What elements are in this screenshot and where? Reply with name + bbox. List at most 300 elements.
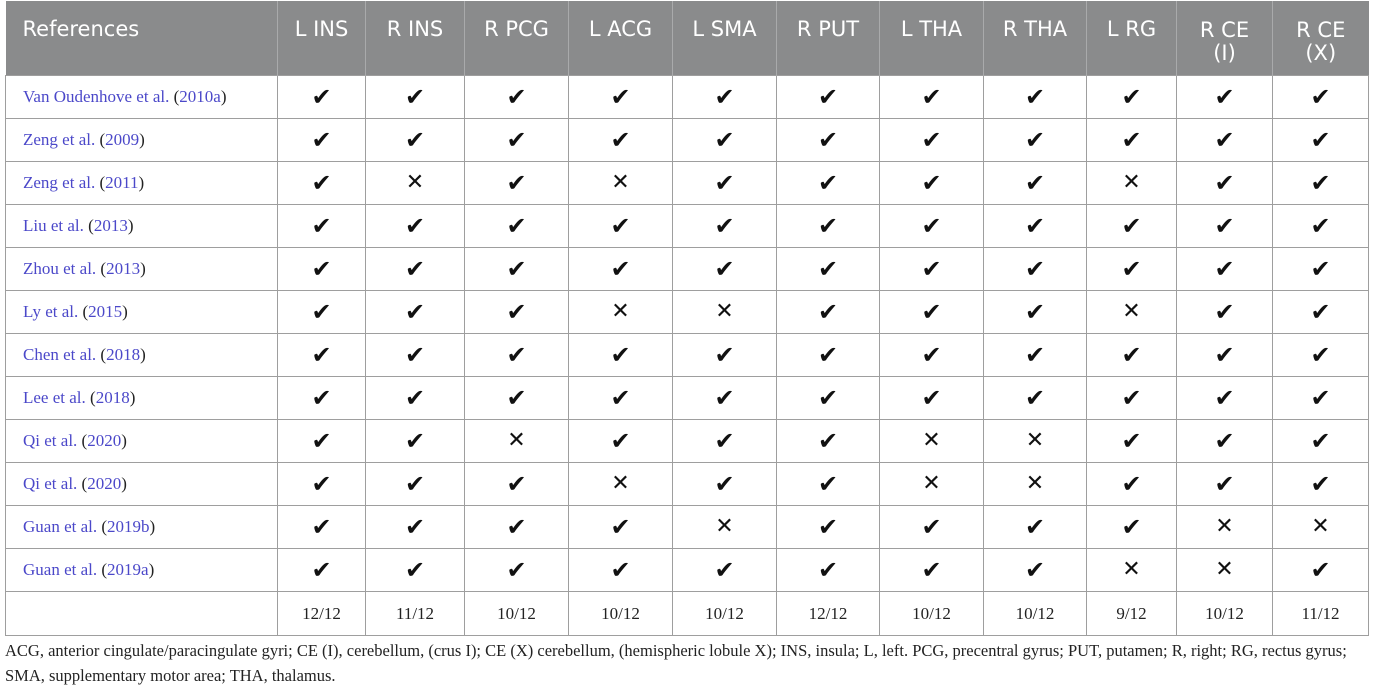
check-icon: ✔ [311,254,332,283]
mark-cell [1177,377,1273,420]
total-cell: 12/12 [777,592,880,636]
reference-cell: Liu et al. (2013) [6,205,278,248]
mark-cell [1087,162,1177,205]
reference-cell: Qi et al. (2020) [6,463,278,506]
column-header: R CE (X) [1273,1,1369,76]
check-icon: ✔ [1024,297,1046,326]
reference-year-link[interactable]: 2019a [107,560,149,579]
check-icon: ✔ [1121,340,1142,369]
check-icon: ✔ [506,125,527,154]
mark-cell [569,420,673,463]
column-header: R THA [984,1,1087,76]
check-icon: ✔ [311,82,332,111]
mark-cell [1273,463,1369,506]
mark-cell [673,420,777,463]
total-cell: 11/12 [366,592,465,636]
check-icon: ✔ [404,555,426,584]
check-icon: ✔ [921,211,942,240]
total-cell: 10/12 [569,592,673,636]
reference-author: Van Oudenhove et al. [23,87,170,106]
mark-cell [366,248,465,291]
mark-cell [465,506,569,549]
table-row [6,76,1369,119]
check-icon: ✔ [404,125,426,154]
check-icon: ✔ [506,469,527,498]
table-body [6,76,1369,636]
column-header: R PUT [777,1,880,76]
check-icon: ✔ [1310,469,1331,498]
mark-cell [1273,119,1369,162]
reference-cell: Chen et al. (2018) [6,334,278,377]
check-icon: ✔ [610,555,631,584]
mark-cell [569,549,673,592]
mark-cell [777,76,880,119]
mark-cell [569,291,673,334]
mark-cell [777,549,880,592]
mark-cell [1177,420,1273,463]
table-row [6,463,1369,506]
cross-icon: ✕ [611,170,630,195]
mark-cell [1273,291,1369,334]
mark-cell [984,463,1087,506]
check-icon: ✔ [1214,125,1235,154]
mark-cell [1177,248,1273,291]
check-icon: ✔ [1214,297,1235,326]
check-icon: ✔ [921,254,942,283]
mark-cell [278,420,366,463]
mark-cell [1177,334,1273,377]
check-icon: ✔ [817,254,839,283]
mark-cell [673,162,777,205]
check-icon: ✔ [1121,512,1142,541]
mark-cell [278,334,366,377]
mark-cell [1087,334,1177,377]
check-icon: ✔ [921,340,942,369]
check-icon: ✔ [311,383,332,412]
mark-cell [1087,248,1177,291]
check-icon: ✔ [1310,426,1331,455]
mark-cell [1273,506,1369,549]
cross-icon: ✕ [715,299,734,324]
mark-cell [1177,506,1273,549]
mark-cell [465,420,569,463]
check-icon: ✔ [817,469,839,498]
mark-cell [777,420,880,463]
check-icon: ✔ [817,555,839,584]
reference-author: Guan et al. [23,560,98,579]
check-icon: ✔ [1310,254,1331,283]
mark-cell [880,248,984,291]
reference-cell: Zhou et al. (2013) [6,248,278,291]
mark-cell [984,334,1087,377]
mark-cell [1177,76,1273,119]
check-icon: ✔ [1024,211,1046,240]
mark-cell [777,291,880,334]
mark-cell [366,506,465,549]
cross-icon: ✕ [1025,428,1045,453]
mark-cell [465,334,569,377]
check-icon: ✔ [714,211,735,240]
mark-cell [984,76,1087,119]
mark-cell [880,162,984,205]
mark-cell [984,162,1087,205]
mark-cell [673,291,777,334]
mark-cell [777,205,880,248]
check-icon: ✔ [1024,125,1046,154]
total-cell: 10/12 [984,592,1087,636]
cross-icon: ✕ [1215,514,1234,539]
mark-cell [777,334,880,377]
mark-cell [1177,119,1273,162]
reference-author: Lee et al. [23,388,86,407]
mark-cell [777,463,880,506]
mark-cell [465,248,569,291]
check-icon: ✔ [1121,82,1142,111]
table-row [6,377,1369,420]
check-icon: ✔ [610,254,631,283]
total-cell: 9/12 [1087,592,1177,636]
mark-cell [984,549,1087,592]
check-icon: ✔ [506,168,527,197]
table-row [6,291,1369,334]
mark-cell [880,76,984,119]
mark-cell [984,248,1087,291]
check-icon: ✔ [817,125,839,154]
check-icon: ✔ [1024,383,1046,412]
mark-cell [366,291,465,334]
mark-cell [1087,420,1177,463]
cross-icon: ✕ [715,514,734,539]
mark-cell [673,119,777,162]
check-icon: ✔ [714,254,735,283]
reference-year-link[interactable]: 2015 [88,302,123,321]
reference-year-link[interactable]: 2020 [87,474,122,493]
check-icon: ✔ [1310,555,1331,584]
check-icon: ✔ [714,469,735,498]
check-icon: ✔ [714,555,735,584]
mark-cell [1087,506,1177,549]
cross-icon: ✕ [611,471,630,496]
check-icon: ✔ [610,512,631,541]
mark-cell [1273,162,1369,205]
mark-cell [1177,549,1273,592]
check-icon: ✔ [404,82,426,111]
check-icon: ✔ [1024,82,1046,111]
check-icon: ✔ [1214,82,1235,111]
mark-cell [880,377,984,420]
reference-cell: Ly et al. (2015) [6,291,278,334]
mark-cell [880,119,984,162]
check-icon: ✔ [817,340,839,369]
check-icon: ✔ [1310,340,1331,369]
check-icon: ✔ [817,211,839,240]
column-header: L ACG [569,1,673,76]
check-icon: ✔ [610,211,631,240]
totals-label-cell [6,592,278,636]
mark-cell [569,463,673,506]
column-header: L THA [880,1,984,76]
mark-cell [880,291,984,334]
mark-cell [465,162,569,205]
reference-author: Qi et al. [23,474,78,493]
reference-author: Chen et al. [23,345,97,364]
reference-year-link[interactable]: 2013 [93,216,128,235]
column-header: R CE (I) [1177,1,1273,76]
mark-cell [1087,377,1177,420]
mark-cell [1087,76,1177,119]
mark-cell [777,506,880,549]
check-icon: ✔ [921,82,942,111]
check-icon: ✔ [1121,469,1142,498]
mark-cell [465,76,569,119]
mark-cell [1273,248,1369,291]
table-footnote: ACG, anterior cingulate/paracingulate gyri; CE (I), cerebellum, (crus I); CE (X) cerebellum, (hemispheric lobule X); INS, insula; L, left. PCG, precentral gyrus; PUT, putamen; R, right; RG, rectus gyrus; SMA, supplementary motor area; THA, thalamus. [5,641,1347,685]
check-icon: ✔ [714,125,735,154]
mark-cell [278,76,366,119]
check-icon: ✔ [1214,340,1235,369]
check-icon: ✔ [921,512,942,541]
mark-cell [278,549,366,592]
check-icon: ✔ [506,211,527,240]
check-icon: ✔ [921,555,942,584]
mark-cell [569,76,673,119]
check-icon: ✔ [1121,125,1142,154]
mark-cell [1273,420,1369,463]
mark-cell [1273,549,1369,592]
check-icon: ✔ [817,297,839,326]
reference-year-link[interactable]: 2020 [87,431,122,450]
check-icon: ✔ [1310,82,1331,111]
check-icon: ✔ [817,512,839,541]
check-icon: ✔ [714,82,735,111]
reference-author: Guan et al. [23,517,98,536]
check-icon: ✔ [404,426,426,455]
check-icon: ✔ [714,168,735,197]
reference-author: Zeng et al. [23,173,96,192]
check-icon: ✔ [404,469,426,498]
mark-cell [880,549,984,592]
column-header: R INS [366,1,465,76]
check-icon: ✔ [506,383,527,412]
mark-cell [569,248,673,291]
mark-cell [366,377,465,420]
check-icon: ✔ [311,469,332,498]
mark-cell [1087,205,1177,248]
check-icon: ✔ [1024,254,1046,283]
check-icon: ✔ [714,383,735,412]
mark-cell [1087,549,1177,592]
mark-cell [569,377,673,420]
mark-cell [673,549,777,592]
mark-cell [984,119,1087,162]
mark-cell [278,377,366,420]
mark-cell [1087,119,1177,162]
cross-icon: ✕ [1311,514,1330,539]
check-icon: ✔ [506,340,527,369]
check-icon: ✔ [311,211,332,240]
check-icon: ✔ [1214,426,1235,455]
mark-cell [880,463,984,506]
mark-cell [1273,205,1369,248]
reference-author: Liu et al. [23,216,84,235]
total-cell: 10/12 [880,592,984,636]
check-icon: ✔ [1024,555,1046,584]
reference-cell: Zeng et al. (2011) [6,162,278,205]
mark-cell [984,506,1087,549]
mark-cell [278,506,366,549]
mark-cell [1273,334,1369,377]
check-icon: ✔ [1121,383,1142,412]
check-icon: ✔ [404,297,426,326]
check-icon: ✔ [1121,426,1142,455]
check-icon: ✔ [1310,168,1331,197]
mark-cell [569,119,673,162]
check-icon: ✔ [1214,254,1235,283]
mark-cell [465,463,569,506]
check-icon: ✔ [506,512,527,541]
check-icon: ✔ [311,168,332,197]
check-icon: ✔ [1214,469,1235,498]
cross-icon: ✕ [1025,471,1045,496]
mark-cell [880,506,984,549]
check-icon: ✔ [714,340,735,369]
mark-cell [366,76,465,119]
check-icon: ✔ [1024,340,1046,369]
check-icon: ✔ [1310,297,1331,326]
mark-cell [673,506,777,549]
reference-year-link[interactable]: 2019b [107,517,150,536]
check-icon: ✔ [921,297,942,326]
column-header: References [6,1,278,76]
reference-author: Zeng et al. [23,130,96,149]
check-icon: ✔ [921,383,942,412]
reference-author: Qi et al. [23,431,78,450]
total-cell: 12/12 [278,592,366,636]
check-icon: ✔ [506,297,527,326]
reference-author: Zhou et al. [23,259,97,278]
reference-cell: Lee et al. (2018) [6,377,278,420]
mark-cell [278,119,366,162]
check-icon: ✔ [1310,125,1331,154]
table-header-row [6,1,1369,76]
check-icon: ✔ [404,254,426,283]
check-icon: ✔ [714,426,735,455]
mark-cell [673,377,777,420]
check-icon: ✔ [817,82,839,111]
mark-cell [366,420,465,463]
mark-cell [984,377,1087,420]
mark-cell [673,334,777,377]
reference-year-link[interactable]: 2018 [106,345,141,364]
mark-cell [366,205,465,248]
mark-cell [465,119,569,162]
mark-cell [569,506,673,549]
check-icon: ✔ [610,383,631,412]
total-cell: 10/12 [1177,592,1273,636]
mark-cell [1177,463,1273,506]
check-icon: ✔ [1024,168,1046,197]
check-icon: ✔ [404,340,426,369]
reference-year-link[interactable]: 2011 [105,173,139,192]
reference-year-link[interactable]: 2010a [179,87,221,106]
mark-cell [1177,162,1273,205]
table-row [6,506,1369,549]
check-icon: ✔ [1121,254,1142,283]
total-cell: 11/12 [1273,592,1369,636]
total-cell: 10/12 [465,592,569,636]
cross-icon: ✕ [1215,557,1234,582]
reference-cell: Qi et al. (2020) [6,420,278,463]
check-icon: ✔ [1310,383,1331,412]
check-icon: ✔ [311,297,332,326]
table-row [6,248,1369,291]
reference-year-link[interactable]: 2013 [106,259,141,278]
check-icon: ✔ [1310,211,1331,240]
column-header: L RG [1087,1,1177,76]
table-row [6,119,1369,162]
check-icon: ✔ [921,168,942,197]
mark-cell [465,205,569,248]
mark-cell [278,248,366,291]
mark-cell [465,549,569,592]
mark-cell [777,162,880,205]
reference-cell: Zeng et al. (2009) [6,119,278,162]
mark-cell [777,377,880,420]
mark-cell [880,420,984,463]
cross-icon: ✕ [1122,299,1141,324]
cross-icon: ✕ [1122,557,1141,582]
mark-cell [673,205,777,248]
mark-cell [465,291,569,334]
check-icon: ✔ [1024,512,1046,541]
reference-cell: Guan et al. (2019a) [6,549,278,592]
mark-cell [569,205,673,248]
reference-year-link[interactable]: 2018 [95,388,130,407]
check-icon: ✔ [311,340,332,369]
table-row [6,162,1369,205]
check-icon: ✔ [311,125,332,154]
mark-cell [278,291,366,334]
mark-cell [673,76,777,119]
check-icon: ✔ [610,340,631,369]
check-icon: ✔ [404,512,426,541]
mark-cell [278,463,366,506]
mark-cell [366,162,465,205]
check-icon: ✔ [506,82,527,111]
check-icon: ✔ [311,426,332,455]
check-icon: ✔ [404,211,426,240]
check-icon: ✔ [610,125,631,154]
mark-cell [1177,291,1273,334]
totals-row [6,592,1369,636]
mark-cell [465,377,569,420]
table-row [6,549,1369,592]
cross-icon: ✕ [1122,170,1141,195]
reference-year-link[interactable]: 2009 [105,130,140,149]
check-icon: ✔ [1214,168,1235,197]
mark-cell [777,119,880,162]
mark-cell [1087,463,1177,506]
mark-cell [278,205,366,248]
mark-cell [278,162,366,205]
total-cell: 10/12 [673,592,777,636]
mark-cell [673,248,777,291]
check-icon: ✔ [311,555,332,584]
check-icon: ✔ [817,426,839,455]
check-icon: ✔ [817,383,839,412]
cross-icon: ✕ [507,428,526,453]
table-row [6,334,1369,377]
